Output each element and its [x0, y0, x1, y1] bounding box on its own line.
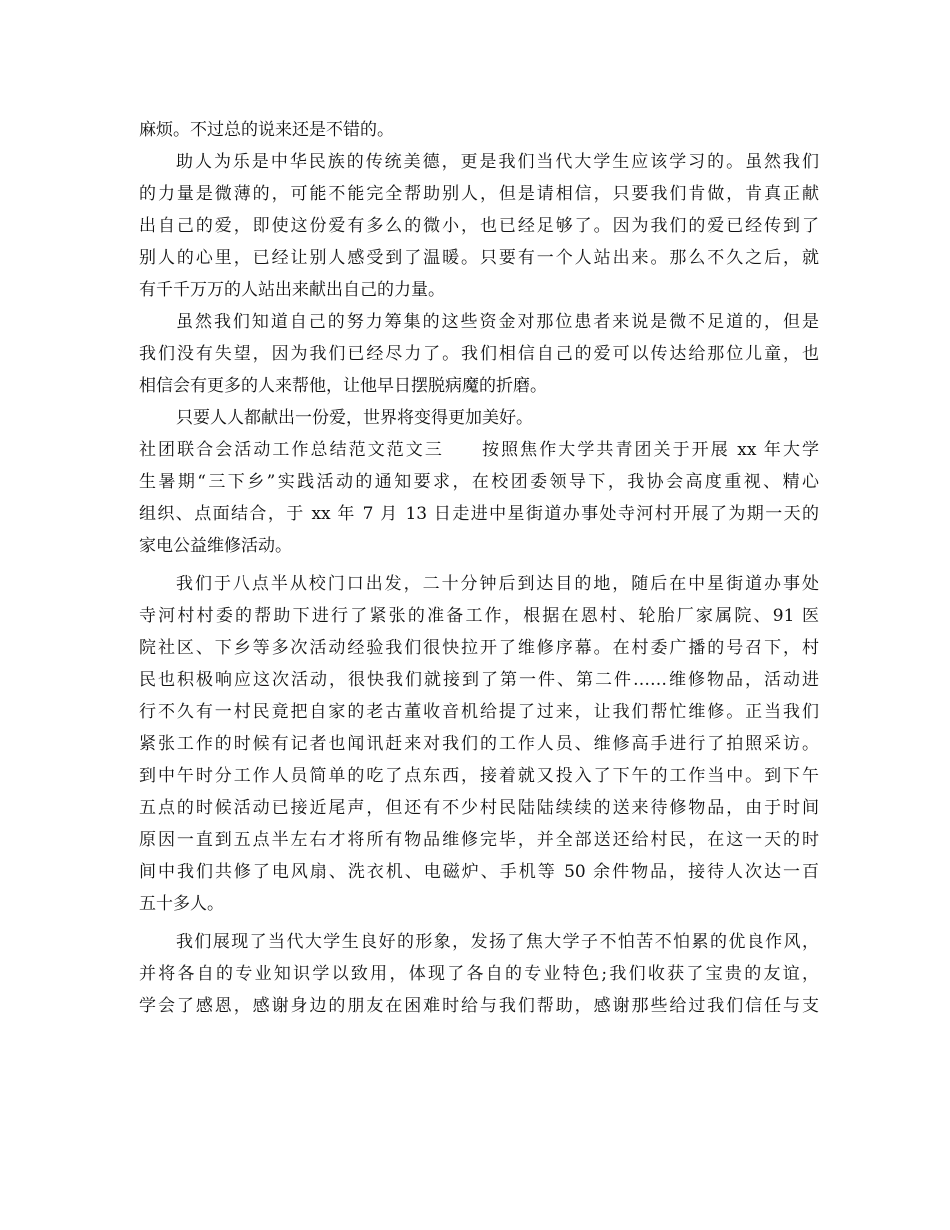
paragraph-first-line: 虽然我们知道自己的努力筹集的这些资金对那位患者来说是微不足道的，但是	[176, 312, 819, 332]
text-line: 行不久有一村民竟把自家的老古董收音机给提了过来，让我们帮忙维修。正当我们	[139, 702, 819, 722]
text-line: 并将各自的专业知识学以致用，体现了各自的专业特色;我们收获了宝贵的友谊，	[139, 964, 819, 984]
text-line: 的力量是微薄的，可能不能完全帮助别人，但是请相信，只要我们肯做，肯真正献	[139, 184, 819, 204]
text-line: 麻烦。不过总的说来还是不错的。	[139, 120, 394, 140]
text-line: 民也积极响应这次活动，很快我们就接到了第一件、第二件……维修物品，活动进	[139, 670, 819, 690]
text-line: 到中午时分工作人员简单的吃了点东西，接着就又投入了下午的工作当中。到下午	[139, 766, 819, 786]
text-line: 生暑期“三下乡”实践活动的通知要求，在校团委领导下，我协会高度重视、精心	[139, 472, 819, 492]
text-line: 院社区、下乡等多次活动经验我们很快拉开了维修序幕。在村委广播的号召下，村	[139, 638, 819, 658]
text-line: 寺河村村委的帮助下进行了紧张的准备工作，根据在恩村、轮胎厂家属院、91 医	[139, 606, 819, 626]
paragraph-first-line: 只要人人都献出一份爱，世界将变得更加美好。	[176, 408, 533, 428]
text-line: 出自己的爱，即使这份爱有多么的微小，也已经足够了。因为我们的爱已经传到了	[139, 216, 819, 236]
section-heading-line: 社团联合会活动工作总结范文范文三 按照焦作大学共青团关于开展 xx 年大学	[139, 440, 819, 460]
text-line: 五十多人。	[139, 894, 224, 914]
text-line: 间中我们共修了电风扇、洗衣机、电磁炉、手机等 50 余件物品，接待人次达一百	[139, 862, 819, 882]
text-line: 家电公益维修活动。	[139, 536, 292, 556]
text-line: 有千千万万的人站出来献出自己的力量。	[139, 280, 445, 300]
document-page	[139, 114, 819, 1022]
text-line: 五点的时候活动已接近尾声，但还有不少村民陆陆续续的送来待修物品，由于时间	[139, 798, 819, 818]
text-line: 原因一直到五点半左右才将所有物品维修完毕，并全部送还给村民，在这一天的时	[139, 830, 819, 850]
text-line: 别人的心里，已经让别人感受到了温暖。只要有一个人站出来。那么不久之后，就	[139, 248, 819, 268]
paragraph-first-line: 我们展现了当代大学生良好的形象，发扬了焦大学子不怕苦不怕累的优良作风，	[176, 932, 819, 952]
text-line: 我们没有失望，因为我们已经尽力了。我们相信自己的爱可以传达给那位儿童，也	[139, 344, 819, 364]
paragraph-first-line: 我们于八点半从校门口出发，二十分钟后到达目的地，随后在中星街道办事处	[176, 574, 819, 594]
text-line: 紧张工作的时候有记者也闻讯赶来对我们的工作人员、维修高手进行了拍照采访。	[139, 734, 819, 754]
paragraph-first-line: 助人为乐是中华民族的传统美德，更是我们当代大学生应该学习的。虽然我们	[176, 152, 819, 172]
text-line: 组织、点面结合，于 xx 年 7 月 13 日走进中星街道办事处寺河村开展了为期一天的	[139, 504, 819, 524]
text-line: 学会了感恩，感谢身边的朋友在困难时给与我们帮助，感谢那些给过我们信任与支	[139, 996, 819, 1016]
text-line: 相信会有更多的人来帮他，让他早日摆脱病魔的折磨。	[139, 376, 547, 396]
